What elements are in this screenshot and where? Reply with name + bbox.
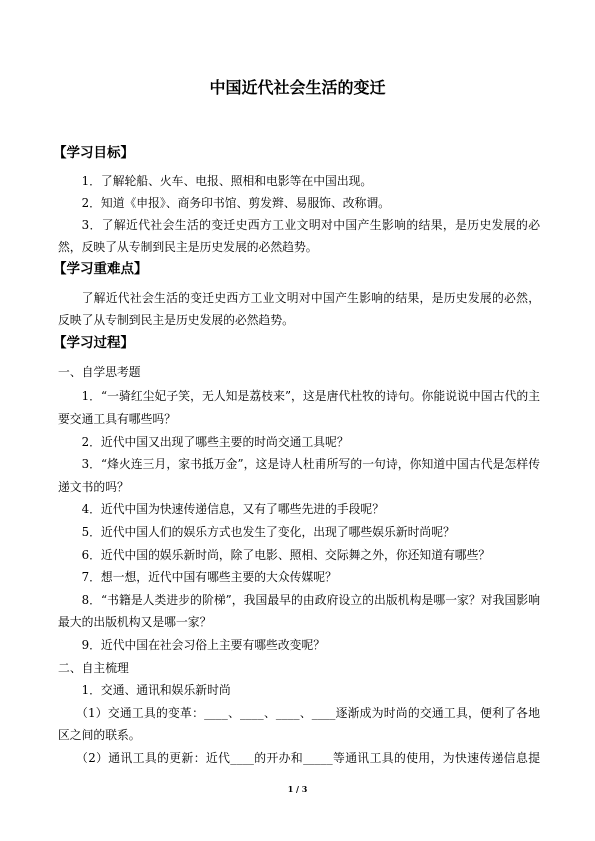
objective-item-3-line-1: 3．了解近代社会生活的变迁史西方工业文明对中国产生影响的结果，是历史发展的必 [81,217,540,232]
question-3-line-2: 递文书的吗？ [58,479,129,494]
question-8-line-2: 最大的出版机构又是哪一家？ [58,615,212,630]
fill-blank-item-1-line-2: 区之间的联系。 [58,728,141,743]
section-heading-process: 【学习过程】 [53,334,134,351]
question-2: 2．近代中国又出现了哪些主要的时尚交通工具呢？ [81,434,349,449]
key-points-line-2: 反映了从专制到民主是历史发展的必然趋势。 [58,313,294,328]
section-heading-objectives: 【学习目标】 [53,144,134,161]
page-number: 1 / 3 [287,784,308,794]
question-6: 6．近代中国的娱乐新时尚，除了电影、照相、交际舞之外，你还知道有哪些？ [81,547,491,562]
question-8-line-1: 8．“书籍是人类进步的阶梯”，我国最早的由政府设立的出版机构是哪一家？对我国影响 [81,592,540,607]
question-7: 7．想一想，近代中国有哪些主要的大众传媒呢？ [81,570,337,585]
learning-objectives-section [53,142,540,258]
document-body [53,142,540,770]
learning-process-section [53,332,540,770]
objectives-list [58,170,540,258]
self-study-questions [58,361,540,657]
page-title: 中国近代社会生活的变迁 [209,78,386,97]
question-5: 5．近代中国人们的娱乐方式也发生了变化，出现了哪些娱乐新时尚呢？ [81,524,455,539]
review-topic-heading: 1．交通、通讯和娱乐新时尚 [81,683,231,698]
self-review-section [58,657,540,770]
question-9: 9．近代中国在社会习俗上主要有哪些改变呢？ [81,637,326,652]
question-3-line-1: 3．“烽火连三月，家书抵万金”，这是诗人杜甫所写的一句诗，你知道中国古代是怎样传 [81,457,540,472]
objective-item-2: 2．知道《申报》、商务印书馆、剪发辫、易服饰、改称谓。 [81,195,390,210]
objective-item-1: 1．了解轮船、火车、电报、照相和电影等在中国出现。 [81,173,373,188]
subsection-heading-self-review: 二、自主梳理 [58,660,129,675]
question-4: 4．近代中国为快速传递信息，又有了哪些先进的手段呢？ [81,502,385,517]
key-points-section [53,258,540,332]
question-1-line-1: 1．“一骑红尘妃子笑，无人知是荔枝来”，这是唐代杜牧的诗句。你能说说中国古代的主 [81,389,540,404]
fill-blank-item-1-line-1: （1）交通工具的变革：____、____、____、____逐渐成为时尚的交通工具，便利了各地 [76,705,540,720]
question-1-line-2: 要交通工具有哪些吗？ [58,412,176,427]
key-points-line-1: 了解近代社会生活的变迁史西方工业文明对中国产生影响的结果，是历史发展的必然， [81,290,540,305]
objective-item-3-line-2: 然，反映了从专制到民主是历史发展的必然趋势。 [58,239,318,254]
subsection-heading-self-study: 一、自学思考题 [58,364,141,379]
fill-blank-item-2-line-1: （2）通讯工具的更新：近代____的开办和_____等通讯工具的使用，为快速传递信息提 [76,750,540,765]
section-heading-key-points: 【学习重难点】 [53,260,148,277]
